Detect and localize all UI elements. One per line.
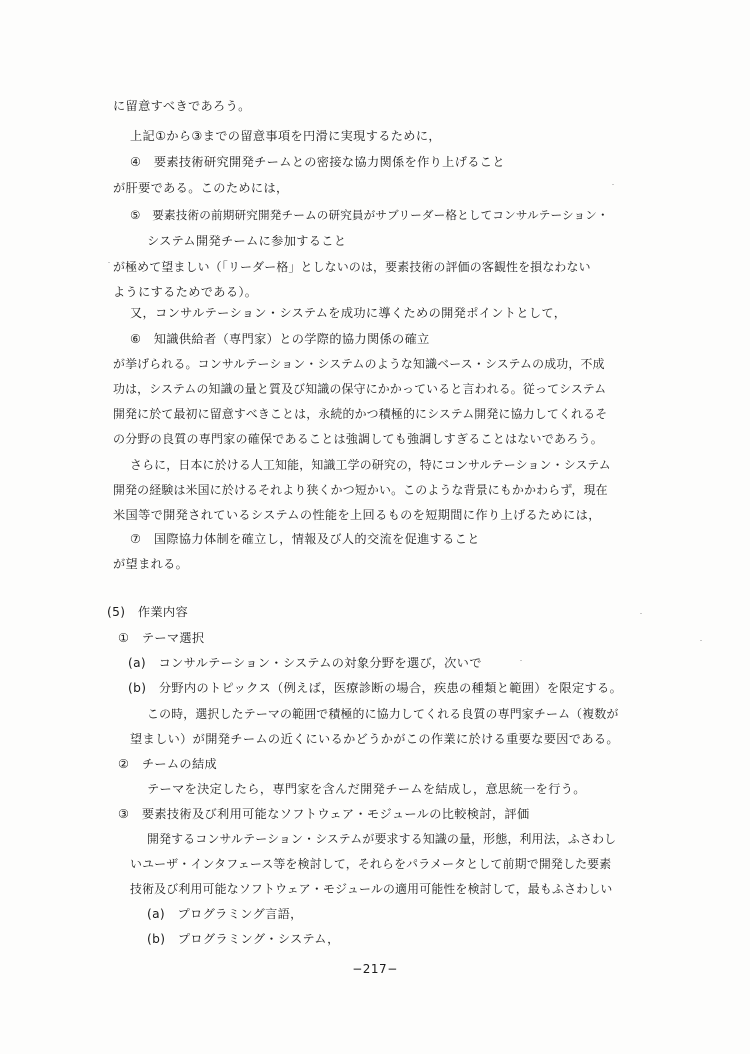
text-line: に留意すべきであろう。 — [113, 99, 251, 113]
text-line: 開発に於て最初に留意すべきことは，永続的かつ積極的にシステム開発に協力してくれるそ — [113, 407, 608, 421]
text-line: 技術及び利用可能なソフトウェア・モジュールの適用可能性を検討して，最もふさわしい — [130, 882, 613, 896]
text-line: ⑥ 知識供給者（専門家）との学際的協力関係の確立 — [130, 332, 430, 346]
text-line: (b) プログラミング・システム， — [147, 932, 340, 946]
scan-speck — [700, 640, 702, 641]
text-line: が望まれる。 — [113, 557, 189, 571]
text-line: (a) プログラミング言語， — [147, 907, 303, 921]
text-line: の分野の良質の専門家の確保であることは強調しても強調しすぎることはないであろう。 — [113, 432, 604, 446]
text-line: (b) 分野内のトピックス（例えば，医療診断の場合，疾患の種類と範囲）を限定する。 — [128, 681, 623, 695]
text-line: 米国等で開発されているシステムの性能を上回るものを短期間に作り上げるためには， — [113, 508, 601, 522]
scan-speck — [612, 184, 614, 185]
text-line: 開発するコンサルテーション・システムが要求する知識の量，形態，利用法，ふさわし — [147, 832, 617, 846]
text-line: が挙げられる。コンサルテーション・システムのような知識ベース・システムの成功，不成 — [113, 357, 605, 371]
text-line: ⑦ 国際協力体制を確立し，情報及び人的交流を促進すること — [130, 532, 480, 546]
text-line: さらに，日本に於ける人工知能，知識工学の研究の，特にコンサルテーション・システム — [130, 458, 611, 472]
text-line: (a) コンサルテーション・システムの対象分野を選び，次いで — [128, 656, 482, 670]
scan-speck — [520, 660, 522, 661]
text-line: ⑤ 要素技術の前期研究開発チームの研究員がサブリーダー格としてコンサルテーション・ — [130, 208, 609, 222]
text-line: 又，コンサルテーション・システムを成功に導くための開発ポイントとして， — [130, 306, 567, 320]
text-line: が肝要である。このためには， — [113, 181, 289, 195]
text-line: この時，選択したテーマの範囲で積極的に協力してくれる良質の専門家チーム（複数が — [147, 707, 619, 721]
text-line: ② チームの結成 — [118, 757, 218, 771]
text-line: 望ましい）が開発チームの近くにいるかどうかがこの作業に於ける重要な要因である。 — [130, 732, 619, 746]
text-line: ③ 要素技術及び利用可能なソフトウェア・モジュールの比較検討，評価 — [118, 807, 530, 821]
page-number: −217− — [352, 962, 398, 976]
text-line: 上記①から③までの留意事項を円滑に実現するために， — [130, 129, 441, 143]
text-line: テーマを決定したら，専門家を含んだ開発チームを結成し，意思統一を行う。 — [147, 782, 586, 796]
text-line: ④ 要素技術研究開発チームとの密接な協力関係を作り上げること — [130, 155, 505, 169]
text-line: 功は，システムの知識の量と質及び知識の保守にかかっていると言われる。従ってシステム — [113, 382, 607, 396]
text-line: いユーザ・インタフェース等を検討して，それらをパラメータとして前期で開発した要素 — [130, 857, 612, 871]
text-line: ようにするためである）。 — [113, 285, 258, 299]
scan-speck — [640, 613, 642, 614]
text-line: 開発の経験は米国に於けるそれより狭くかつ短かい。このような背景にもかかわらず，現在 — [113, 483, 608, 497]
text-line: ① テーマ選択 — [118, 631, 205, 645]
scan-speck — [108, 262, 110, 263]
section-heading: (5) 作業内容 — [107, 605, 189, 619]
text-line: システム開発チームに参加すること — [147, 234, 347, 248]
text-line: が極めて望ましい（「リーダー格」としないのは，要素技術の評価の客観性を損なわない — [113, 260, 591, 274]
